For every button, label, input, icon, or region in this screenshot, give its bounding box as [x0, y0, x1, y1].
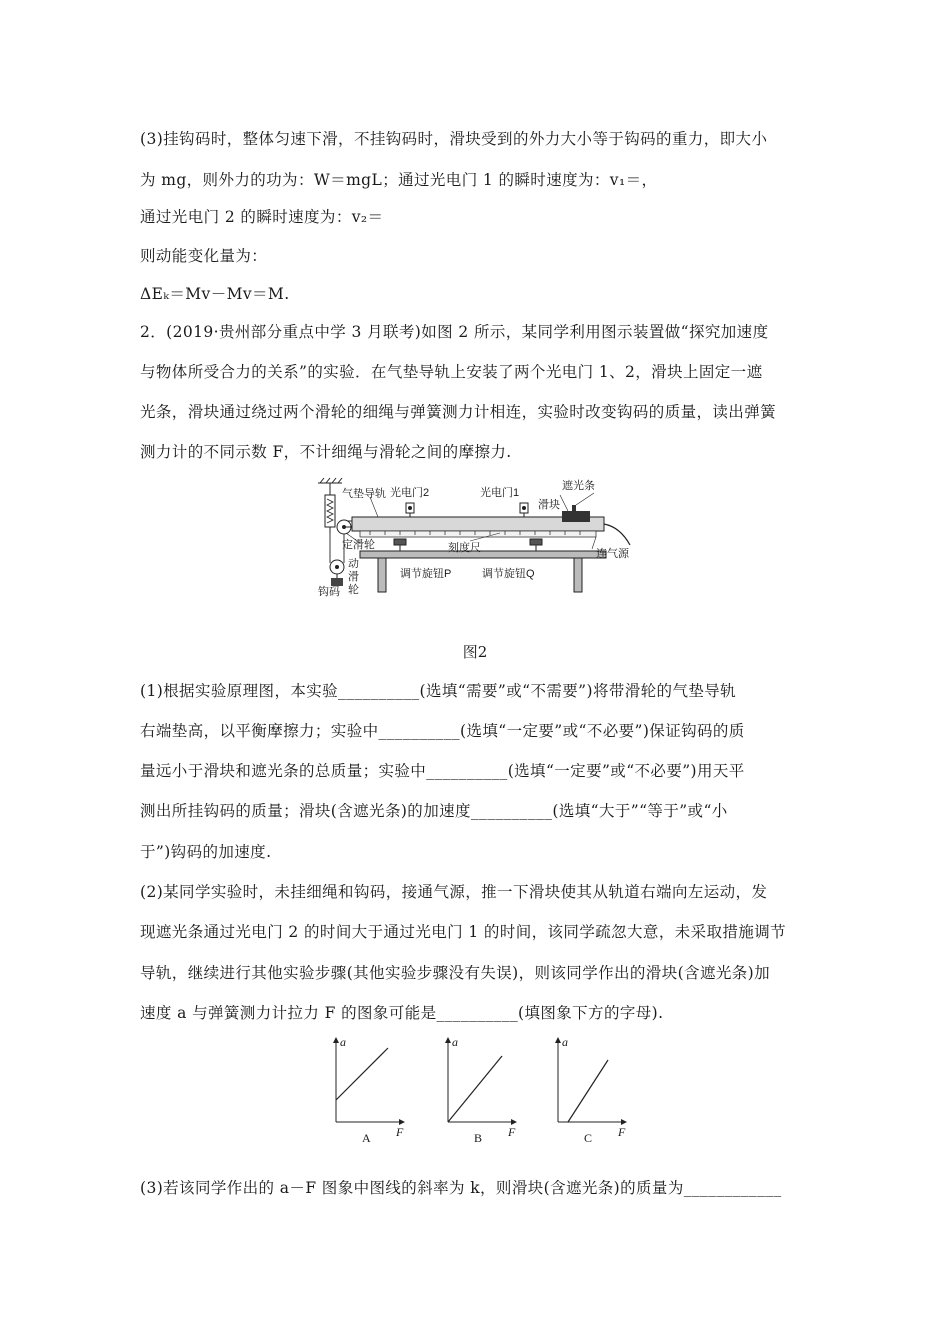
figure-caption: 图2 — [462, 643, 488, 661]
knob-q — [530, 539, 542, 551]
ceiling-support — [318, 478, 342, 495]
prev-solution-line-3: 通过光电门 2 的瞬时速度为：v₂＝ — [140, 208, 384, 226]
ruler — [360, 531, 596, 537]
q1-line-3: 量远小于滑块和遮光条的总质量；实验中__________(选填“一定要”或“不必要”)用天平 — [140, 762, 745, 780]
q2-line-1: (2)某同学实验时，未挂细绳和钩码，接通气源，推一下滑块使其从轨道右端向左运动，发 — [140, 883, 768, 901]
label-weight: 钩码 — [318, 586, 340, 598]
label-shade: 遮光条 — [562, 480, 595, 492]
spring-scale — [325, 495, 335, 533]
problem-intro-line-1: 2．(2019·贵州部分重点中学 3 月联考)如图 2 所示，某同学利用图示装置做“探究加速度 — [140, 323, 769, 341]
label-moving-pulley-3: 轮 — [348, 584, 359, 596]
label-slider: 滑块 — [538, 499, 560, 511]
graph-b-letter: B — [474, 1131, 483, 1145]
graph-a-line — [336, 1048, 388, 1100]
graph-a-x-label: F — [396, 1125, 404, 1139]
graph-c-letter: C — [584, 1131, 593, 1145]
graph-c — [558, 1035, 626, 1145]
photogate-2 — [406, 503, 414, 517]
label-moving-pulley-2: 滑 — [348, 571, 359, 583]
q1-line-2: 右端垫高，以平衡摩擦力；实验中__________(选填“一定要”或“不必要”)保证钩码的质 — [140, 722, 745, 740]
label-gate2: 光电门2 — [390, 487, 430, 499]
q1-line-1: (1)根据实验原理图，本实验__________(选填“需要”或“不需要”)将带滑轮的气垫导轨 — [140, 682, 737, 700]
slider-block — [562, 511, 590, 522]
graph-b — [448, 1035, 516, 1145]
graph-b-y-label: a — [452, 1035, 458, 1049]
label-ruler: 刻度尺 — [448, 542, 481, 554]
label-fixed-pulley: 定滑轮 — [342, 539, 375, 551]
label-moving-pulley-1: 动 — [348, 558, 359, 570]
prev-solution-line-4: 则动能变化量为： — [140, 247, 268, 265]
q3-line: (3)若该同学作出的 a－F 图象中图线的斜率为 k，则滑块(含遮光条)的质量为____________ — [140, 1179, 782, 1197]
label-gate1: 光电门1 — [480, 487, 520, 499]
air-hose — [604, 524, 630, 545]
prev-solution-line-1: (3)挂钩码时，整体匀速下滑，不挂钩码时，滑块受到的外力大小等于钩码的重力，即大小 — [140, 130, 768, 148]
prev-solution-line-2: 为 mg，则外力的功为：W＝mgL；通过光电门 1 的瞬时速度为：v₁＝， — [140, 171, 658, 189]
graph-a-letter: A — [362, 1131, 371, 1145]
graph-b-line — [448, 1056, 502, 1122]
af-graph-options — [318, 1032, 628, 1147]
shade-strip — [572, 505, 576, 512]
knob-p — [394, 539, 406, 551]
q1-line-5: 于”)钩码的加速度. — [140, 843, 272, 861]
graph-c-line — [568, 1060, 608, 1122]
photogate-1 — [520, 503, 528, 517]
q2-line-3: 导轨，继续进行其他实验步骤(其他实验步骤没有失误)，则该同学作出的滑块(含遮光条)加 — [140, 964, 770, 982]
hanging-weight — [331, 578, 343, 586]
graph-a-y-label: a — [340, 1035, 346, 1049]
problem-intro-line-4: 测力计的不同示数 F，不计细绳与滑轮之间的摩擦力. — [140, 443, 512, 461]
graph-c-y-label: a — [562, 1035, 568, 1049]
label-air-track: 气垫导轨 — [342, 488, 386, 500]
label-air-source: 连气源 — [596, 548, 629, 560]
prev-solution-line-5: ΔEₖ＝Mv－Mv＝M. — [140, 285, 290, 303]
apparatus-diagram — [300, 475, 650, 605]
problem-intro-line-3: 光条，滑块通过绕过两个滑轮的细绳与弹簧测力计相连，实验时改变钩码的质量，读出弹簧 — [140, 403, 777, 421]
graph-a — [336, 1035, 404, 1145]
graph-b-x-label: F — [508, 1125, 516, 1139]
q2-line-2: 现遮光条通过光电门 2 的时间大于通过光电门 1 的时间，该同学疏忽大意，未采取措施调节 — [140, 923, 787, 941]
label-knob-p: 调节旋钮P — [400, 568, 452, 580]
graph-c-x-label: F — [618, 1125, 626, 1139]
label-knob-q: 调节旋钮Q — [482, 568, 535, 580]
q1-line-4: 测出所挂钩码的质量；滑块(含遮光条)的加速度__________(选填“大于”“等于”或“小 — [140, 802, 728, 820]
problem-intro-line-2: 与物体所受合力的关系”的实验．在气垫导轨上安装了两个光电门 1、2，滑块上固定一遮 — [140, 363, 763, 381]
moving-pulley — [330, 560, 344, 578]
q2-line-4: 速度 a 与弹簧测力计拉力 F 的图象可能是__________(填图象下方的字母). — [140, 1004, 664, 1022]
